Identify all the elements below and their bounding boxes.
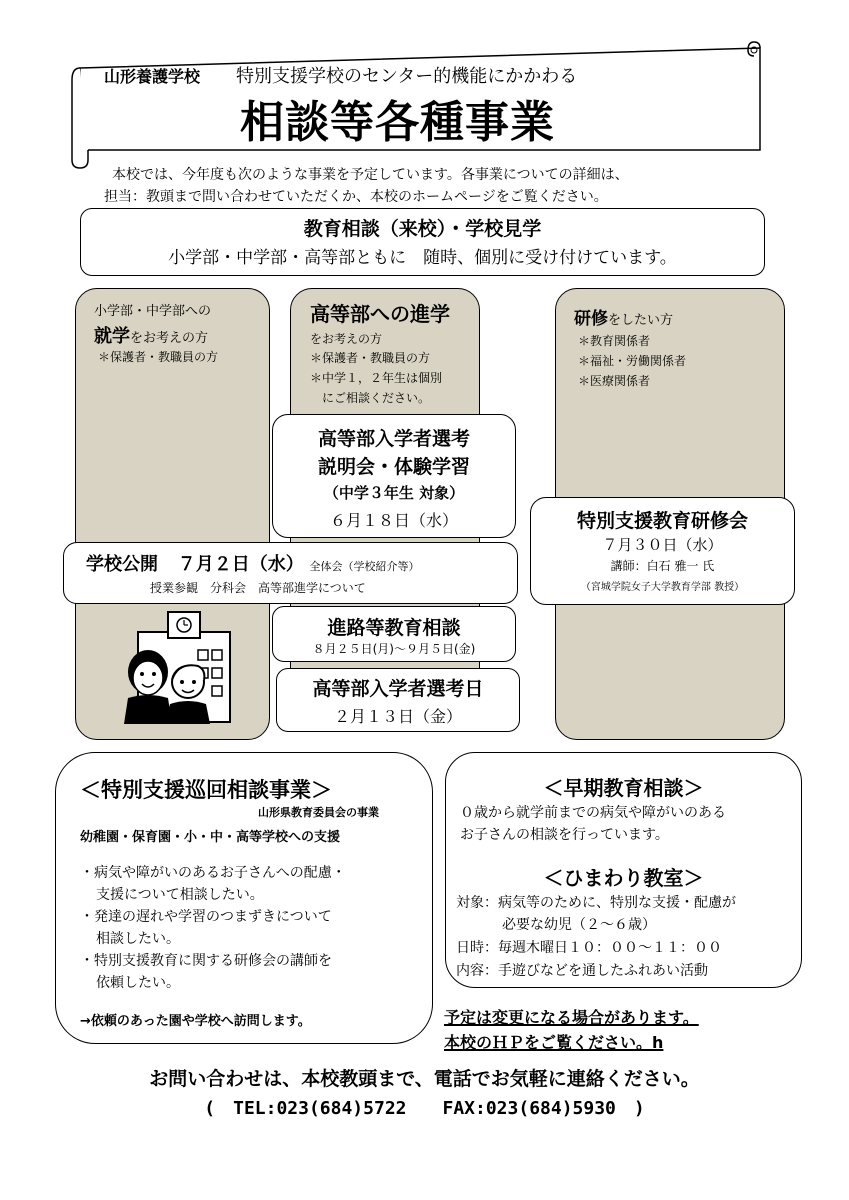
open-school-title: 学校公開 xyxy=(86,554,158,575)
exam-info-line-3: （中学３年生 対象） xyxy=(323,484,465,502)
right-item-3: ＊医療関係者 xyxy=(578,374,651,388)
mid-bullet-1: ＊保護者・教職員の方 xyxy=(310,351,431,365)
notice-line-1: 予定は変更になる場合があります。 xyxy=(444,1008,699,1027)
tour-target: 幼稚園・保育園・小・中・高等学校への支援 xyxy=(80,830,341,845)
school-name: 山形養護学校 xyxy=(104,67,201,86)
notice-line-2: 本校のＨＰをご覧ください。h xyxy=(444,1033,664,1052)
left-big: 就学 xyxy=(94,326,130,347)
open-school-line-1 xyxy=(86,550,419,576)
early-desc-2: お子さんの相談を行っています。 xyxy=(460,827,669,843)
tour-bullet-1a: ・病気や障がいのあるお子さんへの配慮・ xyxy=(80,865,346,881)
right-head xyxy=(574,304,673,329)
training-affil: （宮城学院女子大学教育学部 教授） xyxy=(580,582,745,593)
tour-bullet-3b: 依頼したい。 xyxy=(96,975,180,991)
mid-bullet-2a: ＊中学１，２年生は個別 xyxy=(310,371,443,385)
right-item-1: ＊教育関係者 xyxy=(578,334,651,348)
consult-title: 教育相談（来校）・学校見学 xyxy=(303,218,542,240)
mid-big: 高等部への進学 xyxy=(310,302,450,326)
left-suffix: をお考えの方 xyxy=(130,331,209,346)
school-children-illustration xyxy=(118,610,238,725)
right-suffix: をしたい方 xyxy=(608,313,674,328)
header-subtitle: 特別支援学校のセンター的機能にかかわる xyxy=(236,66,578,87)
career-date: ８月２５日(月)～９月５日(金) xyxy=(312,642,476,656)
tour-visit: →依頼のあった園や学校へ訪問します。 xyxy=(80,1014,311,1029)
early-title: ＜早期教育相談＞ xyxy=(543,776,704,800)
intro-line-1: 本校では、今年度も次のような事業を予定しています。各事業についての詳細は、 xyxy=(112,167,629,183)
himawari-target-2: 必要な幼児（２～６歳） xyxy=(502,917,656,933)
career-title: 進路等教育相談 xyxy=(327,617,461,639)
training-title: 特別支援教育研修会 xyxy=(576,510,748,532)
exam-day-title: 高等部入学者選考日 xyxy=(312,678,484,700)
consult-desc: 小学部・中学部・高等部ともに 随時、個別に受け付けています。 xyxy=(168,248,677,268)
open-school-line-2: 授業参観 分科会 高等部進学について xyxy=(150,581,366,595)
right-item-2: ＊福祉・労働関係者 xyxy=(578,354,687,368)
himawari-target-1: 対象：病気等のために、特別な支援・配慮が xyxy=(456,895,736,911)
footer-contact: お問い合わせは、本校教頭まで、電話でお気軽に連絡ください。 xyxy=(149,1068,700,1090)
training-lecturer: 講師：白石 雅一 氏 xyxy=(610,559,715,573)
right-big: 研修 xyxy=(574,309,608,329)
training-date: ７月３０日（水） xyxy=(602,536,723,554)
page-title: 相談等各種事業 xyxy=(240,97,555,148)
himawari-title: ＜ひまわり教室＞ xyxy=(543,866,704,890)
mid-bullet-2b: にご相談ください。 xyxy=(322,391,431,405)
exam-info-line-2: 説明会・体験学習 xyxy=(317,456,470,478)
exam-day-date: ２月１３日（金） xyxy=(333,707,462,726)
left-bullet: ＊保護者・教職員の方 xyxy=(98,350,219,364)
footer-tel-fax: ( TEL:023(684)5722 FAX:023(684)5930 ) xyxy=(204,1098,645,1119)
himawari-time: 日時：毎週木曜日１０：００～１１：００ xyxy=(456,940,722,956)
early-desc-1: ０歳から就学前までの病気や障がいのある xyxy=(460,805,726,821)
tour-bullet-2b: 相談したい。 xyxy=(96,931,180,947)
tour-title: ＜特別支援巡回相談事業＞ xyxy=(80,778,332,802)
open-school-note: 全体会（学校紹介等） xyxy=(309,560,420,573)
intro-line-2: 担当：教頭まで問い合わせていただくか、本校のホームページをご覧ください。 xyxy=(104,189,608,205)
tour-bullet-1b: 支援について相談したい。 xyxy=(96,887,264,903)
left-line-2 xyxy=(94,322,208,348)
himawari-content: 内容：手遊びなどを通したふれあい活動 xyxy=(456,963,708,979)
exam-info-date: ６月１８日（水） xyxy=(329,511,458,530)
tour-bullet-3a: ・特別支援教育に関する研修会の講師を xyxy=(80,953,332,969)
tour-org: 山形県教育委員会の事業 xyxy=(258,806,379,819)
open-school-date: ７月２日（水） xyxy=(177,554,304,575)
exam-info-line-1: 高等部入学者選考 xyxy=(317,428,470,450)
left-line-1: 小学部・中学部への xyxy=(94,304,212,319)
tour-bullet-2a: ・発達の遅れや学習のつまずきについて xyxy=(80,909,332,925)
mid-line-1: をお考えの方 xyxy=(310,332,383,346)
